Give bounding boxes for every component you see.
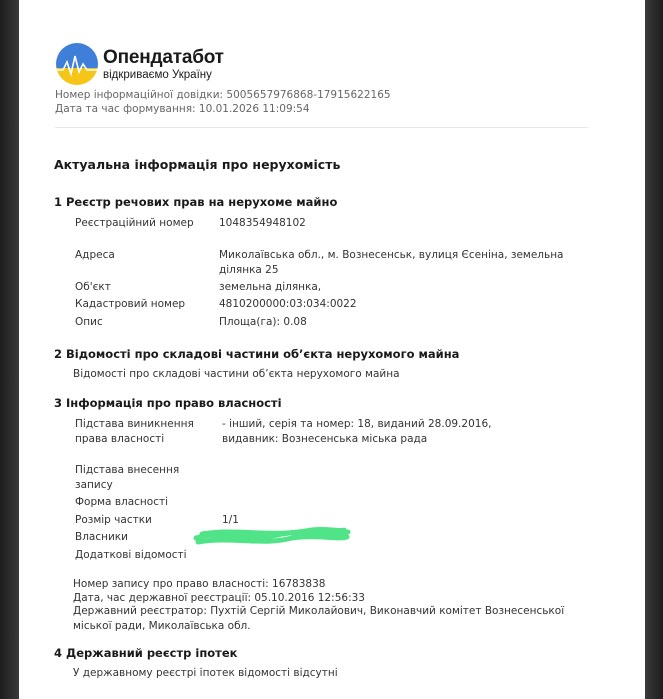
field-value: Миколаївська обл., м. Вознесенськ, вулиця Єсеніна, земельна ділянка 25: [219, 249, 564, 276]
registration-date: Дата, час державної реєстрації: 05.10.2016 12:56:33: [73, 592, 365, 604]
field-value: Площа(га): 0.08: [219, 316, 307, 328]
field-label: Підстава внесення запису: [75, 464, 180, 491]
field-label: Об'єкт: [75, 281, 111, 293]
section4-text: У державному реєстрі іпотек відомості відсутні: [73, 667, 338, 679]
generated-at: Дата та час формування: 10.01.2026 11:09:54: [55, 103, 310, 115]
redaction-scribble: [192, 520, 352, 550]
field-label: Власники: [75, 531, 128, 543]
opendatabot-logo-icon: [55, 42, 99, 86]
brand-tagline: відкриваємо Україну: [103, 69, 212, 81]
field-value: - інший, серія та номер: 18, виданий 28.09.2016, видавник: Вознесенська міська рада: [222, 418, 492, 445]
section3-heading: 3 Інформація про право власності: [54, 396, 282, 410]
field-value: 4810200000:03:034:0022: [219, 298, 357, 310]
field-label: Додаткові відомості: [75, 549, 187, 561]
record-number: Номер запису про право власності: 16783838: [73, 578, 326, 590]
screen-edge-left: [0, 0, 19, 699]
section4-heading: 4 Державний реєстр іпотек: [54, 646, 238, 660]
field-label: Підстава виникнення права власності: [75, 418, 194, 445]
field-label: Розмір частки: [75, 514, 152, 526]
brand-name: Опендатабот: [103, 47, 224, 68]
field-label: Реєстраційний номер: [75, 217, 194, 229]
field-label: Адреса: [75, 249, 115, 261]
section2-heading: 2 Відомості про складові частини об’єкта нерухомого майна: [54, 347, 460, 361]
field-label: Кадастровий номер: [75, 298, 186, 310]
field-value: 1/1: [222, 514, 239, 526]
field-value: 1048354948102: [219, 217, 306, 229]
section2-text: Відомості про складові частини об’єкта нерухомого майна: [73, 368, 400, 380]
registrar: Державний реєстратор: Пухтій Сергій Миколайович, Виконавчий комітет Вознесенської міської ради, Миколаївська обл.: [73, 605, 565, 632]
section1-heading: 1 Реєстр речових прав на нерухоме майно: [54, 195, 338, 209]
field-label: Опис: [75, 316, 103, 328]
page-title: Актуальна інформація про нерухомість: [54, 157, 341, 172]
field-value: земельна ділянка,: [219, 281, 322, 293]
screen-edge-right: [645, 0, 663, 699]
certificate-number: Номер інформаційної довідки: 5005657976868-17915622165: [55, 89, 391, 101]
field-label: Форма власності: [75, 496, 169, 508]
header-divider: [55, 127, 588, 128]
